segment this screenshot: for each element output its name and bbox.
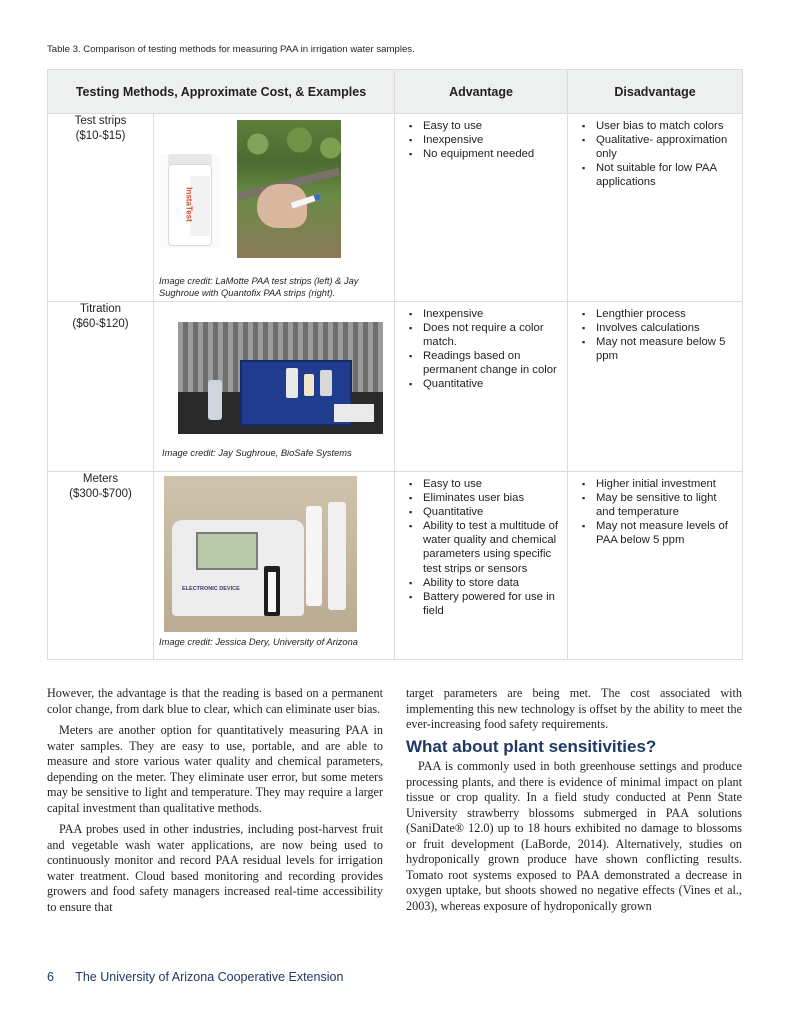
method-cell <box>48 472 154 660</box>
list-item: ▪ May not measure below 5 ppm <box>582 335 736 363</box>
advantage-cell <box>395 302 568 472</box>
bottle-label: InstaTest <box>184 187 194 222</box>
list-item: ▪ Not suitable for low PAA applications <box>582 161 736 189</box>
image-cell <box>154 472 395 660</box>
list-item: ▪ Involves calculations <box>582 321 736 335</box>
list-item: ▪ Ability to store data <box>409 576 561 590</box>
list-item: ▪ Ability to test a multitude of water quality and chemical parameters using specific test strips or sensors <box>409 519 561 575</box>
list-item: ▪ Lengthier process <box>582 307 736 321</box>
titration-kit-photo <box>178 322 383 434</box>
credit-line: Image credit: Jessica Dery, University of Arizona <box>159 637 358 647</box>
table-row-titration <box>48 302 743 472</box>
table-caption: Table 3. Comparison of testing methods for measuring PAA in irrigation water samples. <box>47 44 415 55</box>
advantage-cell <box>395 472 568 660</box>
list-item: ▪ User bias to match colors <box>582 119 736 133</box>
method-name: Titration <box>79 303 122 315</box>
list-item: ▪ Eliminates user bias <box>409 491 561 505</box>
credit-line: Image credit: LaMotte PAA test strips (left) & Jay <box>159 276 359 286</box>
method-cost: ($10-$15) <box>75 130 126 142</box>
list-item: ▪ May not measure levels of PAA below 5 ppm <box>582 519 736 547</box>
advantage-list <box>395 472 567 618</box>
list-item: ▪ Easy to use <box>409 119 561 133</box>
method-cell <box>48 114 154 302</box>
list-item: ▪ Inexpensive <box>409 133 561 147</box>
list-item: ▪ Battery powered for use in field <box>409 590 561 618</box>
disadvantage-cell <box>568 302 743 472</box>
meter-photo <box>164 476 357 632</box>
comparison-table <box>47 69 743 660</box>
advantage-list <box>395 302 567 392</box>
credit-line: Image credit: Jay Sughroue, BioSafe Systems <box>162 448 352 458</box>
disadvantage-list <box>568 472 742 547</box>
section-heading: What about plant sensitivities? <box>406 736 657 756</box>
test-strip-bottle-photo <box>160 154 220 248</box>
method-name: Test strips <box>74 115 127 127</box>
image-cell <box>154 114 395 302</box>
list-item: ▪ Higher initial investment <box>582 477 736 491</box>
table-header-row <box>48 70 743 114</box>
header-disadvantage: Disadvantage <box>568 70 743 114</box>
list-item: ▪ Easy to use <box>409 477 561 491</box>
method-cost: ($300-$700) <box>69 488 132 500</box>
list-item: ▪ Quantitative <box>409 377 561 391</box>
disadvantage-list <box>568 302 742 363</box>
page-footer <box>47 970 343 984</box>
credit-line: Sughroue with Quantofix PAA strips (right). <box>159 288 336 298</box>
image-credit <box>159 275 358 299</box>
body-paragraph: PAA is commonly used in both greenhouse settings and produce processing plants, and there is evidence of minimal impact on plant tissue or crop quality. In a field study conducted at Penn State University strawberry blossoms submerged in PAA solutions (SaniDate® 12.0) up to 18 hours exhibited no damage to blossoms or fruit development (LaBorde, 2014). Alternatively, studies on hydroponically grown produce have shown conflicting results. Tomato root systems exposed to PAA demonstrated a decrease in oxygen uptake, but shoots showed no negative effects (Vines et al., 2003), whereas exposure of hydroponically grown <box>406 759 742 913</box>
disadvantage-list <box>568 114 742 189</box>
method-cell <box>48 302 154 472</box>
list-item: ▪ Inexpensive <box>409 307 561 321</box>
disadvantage-cell <box>568 472 743 660</box>
list-item: ▪ Qualitative- approximation only <box>582 133 736 161</box>
disadvantage-cell <box>568 114 743 302</box>
table-row-test-strips <box>48 114 743 302</box>
page-number: 6 <box>47 970 54 984</box>
header-advantage: Advantage <box>395 70 568 114</box>
image-credit <box>162 447 352 459</box>
method-name: Meters <box>82 473 119 485</box>
body-paragraph: However, the advantage is that the reading is based on a permanent color change, from dark blue to clear, which can eliminate user bias. <box>47 686 383 716</box>
header-methods: Testing Methods, Approximate Cost, & Examples <box>48 70 395 114</box>
field-strip-photo <box>237 120 341 258</box>
list-item: ▪ Does not require a color match. <box>409 321 561 349</box>
body-column-right <box>406 686 742 920</box>
image-cell <box>154 302 395 472</box>
advantage-list <box>395 114 567 161</box>
list-item: ▪ Quantitative <box>409 505 561 519</box>
body-paragraph: PAA probes used in other industries, including post-harvest fruit and vegetable wash water applications, are now being used to continuously monitor and record PAA residual levels for irrigation water treatment. Cloud based monitoring and recording provides growers and food safety managers increased real-time accessibility to ensure that <box>47 822 383 914</box>
method-cost: ($60-$120) <box>72 318 129 330</box>
image-credit <box>159 636 358 648</box>
list-item: ▪ Readings based on permanent change in color <box>409 349 561 377</box>
list-item: ▪ May be sensitive to light and temperature <box>582 491 736 519</box>
list-item: ▪ No equipment needed <box>409 147 561 161</box>
body-paragraph: Meters are another option for quantitatively measuring PAA in water samples. They are easy to use, portable, and are able to measure and store various water quality and chemical parameters, depending on the meter. They eliminate user error, but some meters may be sensitive to light and temperature. They may require a larger capital investment than qualitative methods. <box>47 723 383 815</box>
body-paragraph: target parameters are being met. The cost associated with implementing this new technology is offset by the ability to meet the ever-increasing food safety requirements. <box>406 686 742 731</box>
body-column-left <box>47 686 383 921</box>
table-row-meters <box>48 472 743 660</box>
meter-label: ELECTRONIC DEVICE <box>182 586 240 592</box>
advantage-cell <box>395 114 568 302</box>
publisher-name: The University of Arizona Cooperative Extension <box>75 970 344 984</box>
